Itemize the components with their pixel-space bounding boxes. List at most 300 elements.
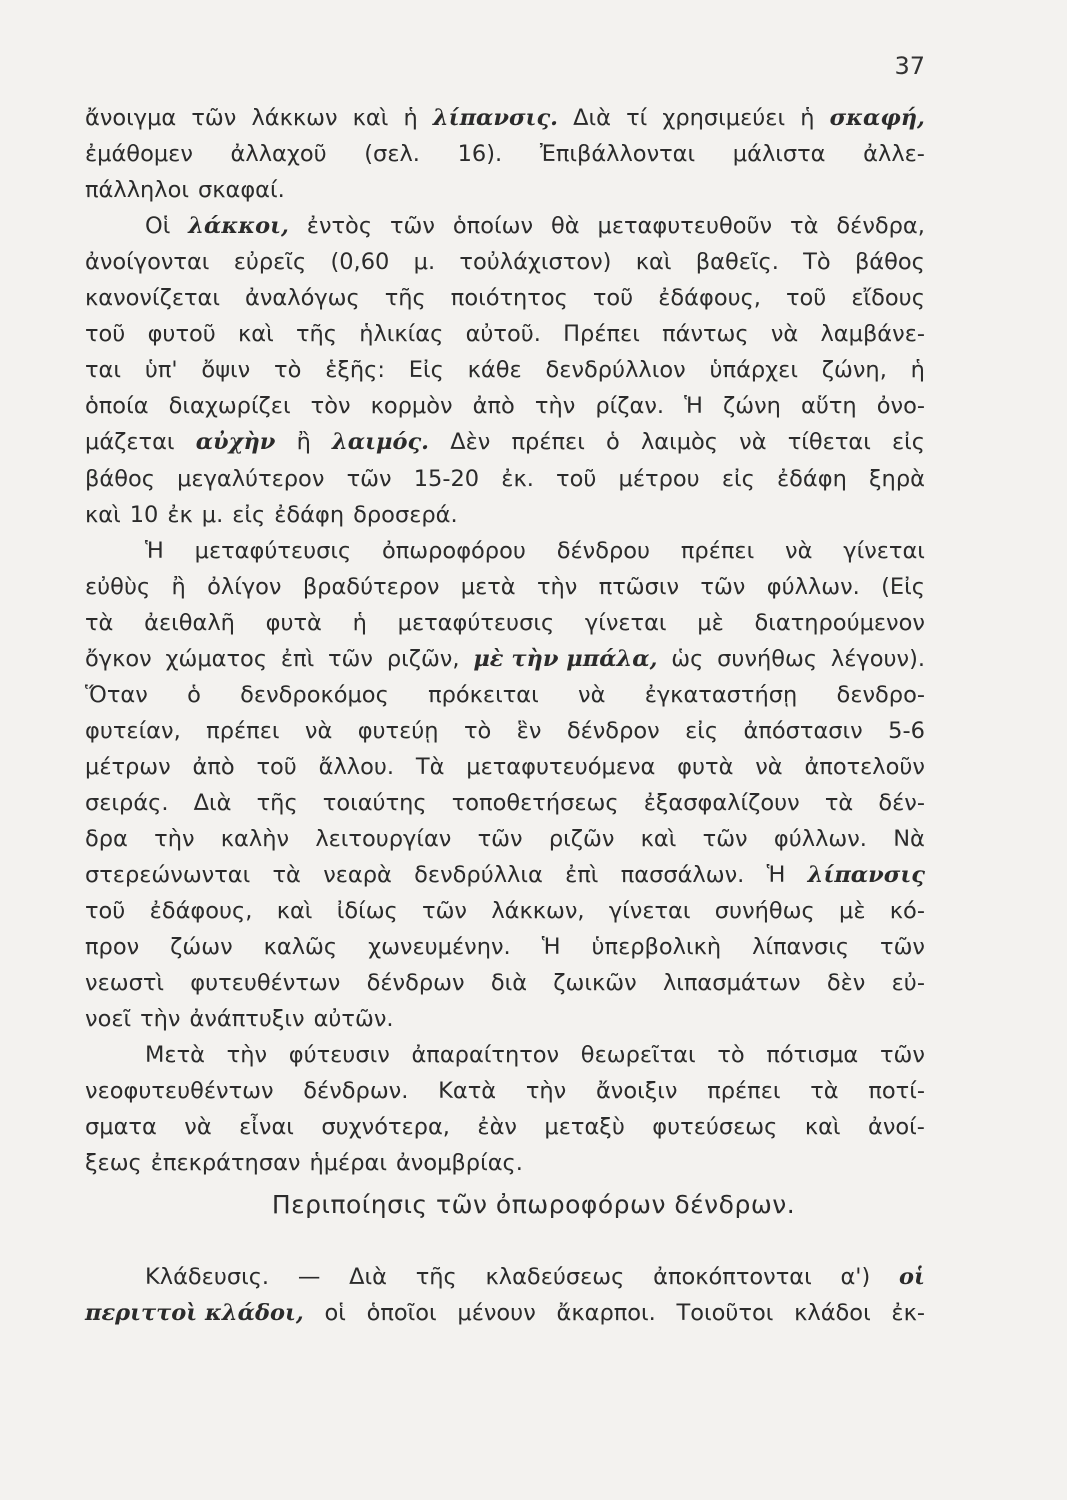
word: ἐδάφη — [274, 501, 345, 528]
word: μετὰ — [460, 573, 516, 600]
word: Μετὰ — [145, 1042, 205, 1069]
emphasized-term: οἱ — [899, 1264, 925, 1290]
word: εὐ- — [891, 970, 925, 997]
word: δρα — [85, 826, 128, 852]
text-line — [85, 785, 925, 821]
text-line — [145, 533, 925, 569]
word: τὴν — [534, 393, 576, 420]
word: ται — [85, 357, 121, 384]
word: μ. — [413, 249, 436, 276]
word: ἄλλου. — [318, 753, 395, 780]
word: ἐξασφαλίζουν — [643, 789, 800, 816]
word: ἢ — [171, 573, 186, 600]
word: μεταξὺ — [544, 1114, 625, 1141]
word: νοεῖ — [85, 1006, 132, 1033]
word: ὄψιν — [201, 357, 251, 384]
word: συνήθως — [717, 645, 818, 672]
word: νὰ — [785, 537, 813, 564]
word: ὁ — [187, 681, 201, 708]
word: ζώνη, — [821, 357, 887, 384]
word: τοῦ — [85, 898, 126, 925]
word: μεταφύτευσις — [397, 609, 555, 636]
word: ἓν — [516, 717, 542, 744]
word: ζωικῶν — [553, 970, 637, 997]
word: πρόκειται — [428, 681, 539, 708]
word: καὶ — [804, 1114, 841, 1141]
word: ἐπεκράτησαν — [150, 1150, 301, 1177]
word: ριζῶν, — [386, 645, 460, 672]
word: ἀπὸ — [192, 753, 235, 780]
word: ὁποία — [85, 393, 149, 420]
word: κάθε — [467, 357, 522, 384]
word: ἄνοιγμα — [85, 105, 177, 131]
text-line — [85, 136, 925, 172]
word: νὰ — [304, 717, 333, 744]
word: δὲν — [826, 970, 866, 997]
word: κανονίζεται — [85, 285, 220, 312]
word: ὄγκον — [85, 645, 152, 672]
word: ἡ — [800, 105, 815, 131]
word: τὰ — [790, 213, 819, 240]
word: νεοφυτευθέντων — [85, 1078, 274, 1105]
word: βάθος — [854, 249, 925, 276]
word: ἀνοί- — [867, 1114, 925, 1141]
word: σματα — [85, 1114, 157, 1141]
word: γίνεται — [843, 537, 925, 564]
word: δενδρύλλια — [414, 862, 543, 889]
word: πρέπει — [680, 537, 755, 564]
text-line — [85, 497, 925, 533]
word: τῶν — [346, 465, 392, 492]
word: ὁποῖοι — [366, 1300, 437, 1327]
word: Οἱ — [145, 213, 171, 240]
word: φυτείαν, — [85, 717, 181, 744]
word: δροσερά. — [353, 501, 458, 528]
word: μέτρων — [85, 753, 171, 780]
word: φυτεύσεως — [652, 1114, 778, 1141]
word: τῶν — [702, 826, 748, 852]
word: διατηρούμενον — [754, 609, 925, 636]
word: ρίζαν. — [595, 393, 665, 420]
text-line — [85, 172, 925, 208]
word: ἀλλε- — [863, 141, 925, 168]
word: ἡ — [352, 609, 367, 636]
word: τί — [626, 105, 648, 131]
word: αὐτῶν. — [313, 1006, 394, 1033]
word: τῆς — [415, 1264, 457, 1290]
word: συχνότερα, — [321, 1114, 450, 1141]
text-line — [85, 244, 925, 280]
word: φύλλων. — [773, 826, 867, 852]
word: λέγουν). — [830, 645, 925, 672]
word: τοιαύτης — [322, 789, 427, 816]
word: τῶν — [328, 645, 373, 672]
word: δέν- — [878, 789, 925, 816]
word: ἡ — [910, 357, 925, 384]
word: λάκκων, — [491, 898, 585, 925]
emphasized-term: λίπανσις. — [432, 105, 558, 131]
word: μεταφύτευσις — [194, 537, 352, 564]
word: τῶν — [879, 1042, 925, 1069]
text-line — [85, 1001, 925, 1037]
word: ἑξῆς: — [325, 357, 385, 384]
word: σκαφαί. — [197, 177, 285, 204]
emphasized-term: λάκκοι, — [188, 213, 289, 240]
word: ἄκαρποι. — [556, 1300, 656, 1327]
word: εἰς — [232, 501, 266, 528]
text-line — [85, 316, 925, 352]
word: φυτοῦ — [147, 321, 216, 348]
word: νεαρὰ — [323, 862, 392, 889]
word: Τὸ — [803, 249, 831, 276]
word: χώματος — [165, 645, 268, 672]
word: πότισμα — [766, 1042, 859, 1069]
word: λαιμὸς — [640, 429, 718, 456]
word: καλῶς — [263, 934, 338, 961]
word: ἀπαραίτητον — [411, 1042, 560, 1069]
word: ἐδάφους, — [149, 898, 253, 925]
word: βάθος — [85, 465, 155, 492]
word: τοῦ — [256, 753, 297, 780]
word: τὴν — [154, 826, 195, 852]
word: βραδύτερον — [302, 573, 440, 600]
word: ὑπ' — [144, 357, 178, 384]
text-line — [145, 208, 925, 244]
word: διὰ — [490, 970, 528, 997]
word: ὑπερβολικὴ — [591, 934, 722, 961]
word: θὰ — [550, 213, 580, 240]
word: Ἡ — [684, 393, 703, 420]
word: βαθεῖς. — [695, 249, 779, 276]
word: εὐρεῖς — [233, 249, 307, 276]
word: Διὰ — [193, 789, 232, 816]
word: εἰς — [685, 717, 719, 744]
word: κλαδεύσεως — [485, 1264, 625, 1290]
word: φυτὰ — [677, 753, 734, 780]
word: ἀειθαλῆ — [144, 609, 235, 636]
word: νεωστὶ — [85, 970, 164, 997]
word: ἐδάφους, — [658, 285, 761, 312]
word: ποιότητος — [450, 285, 568, 312]
word: ζώνη — [723, 393, 781, 420]
text-line — [85, 821, 925, 857]
word: Ἡ — [541, 934, 561, 961]
text-line — [85, 1109, 925, 1145]
word: τὴν — [525, 1078, 567, 1105]
word: καὶ — [238, 321, 274, 348]
word: ὁ — [605, 429, 620, 456]
word: 10 — [129, 501, 159, 528]
text-line — [85, 388, 925, 424]
word: μέτρου — [618, 465, 700, 492]
word: ἐὰν — [477, 1114, 517, 1141]
word: ἐκ- — [891, 1300, 925, 1327]
word: τὰ — [810, 1078, 839, 1105]
word: τὴν — [226, 1042, 268, 1069]
word: Κλάδευσις. — [145, 1264, 270, 1290]
word: τὸν — [310, 393, 351, 420]
word: λιπασμάτων — [662, 970, 801, 997]
word: αὐτοῦ. — [465, 321, 541, 348]
text-line — [85, 424, 925, 460]
emphasized-term: μὲ τὴν μπάλα, — [473, 645, 658, 672]
word: Ὅταν — [85, 681, 148, 708]
word: τοῦ — [556, 465, 597, 492]
word: εὐθὺς — [85, 573, 151, 600]
word: — — [297, 1264, 321, 1290]
word: πασσάλων. — [620, 862, 745, 889]
text-line — [85, 929, 925, 965]
word: σειράς. — [85, 789, 169, 816]
word: ἀνομβρίας. — [395, 1150, 523, 1177]
word: δενδρύλλιον — [545, 357, 686, 384]
emphasized-term: αὐχὴν — [195, 429, 276, 456]
word: α') — [840, 1264, 871, 1290]
word: ἀνάπτυξιν — [189, 1006, 305, 1033]
text-line — [85, 569, 925, 605]
word: τοὐλάχιστον) — [459, 249, 612, 276]
text-line — [85, 100, 925, 136]
word: καλὴν — [220, 826, 290, 852]
word: ἐκ. — [501, 465, 534, 492]
word: ἐκ — [167, 501, 193, 528]
word: μένουν — [457, 1300, 536, 1327]
word: τῶν — [191, 105, 237, 131]
word: ὀλίγον — [207, 573, 282, 600]
word: Εἰς — [408, 357, 444, 384]
word: μεταφυτευόμενα — [466, 753, 656, 780]
word: ὀπωροφόρου — [382, 537, 526, 564]
word: τοποθετήσεως — [451, 789, 619, 816]
word: ἄνοιξιν — [595, 1078, 678, 1105]
word: νὰ — [184, 1114, 212, 1141]
word: φυτεύῃ — [357, 717, 439, 744]
page-number: 37 — [894, 52, 925, 80]
text-line — [85, 893, 925, 929]
word: τοῦ — [85, 321, 126, 348]
word: ποτί- — [868, 1078, 925, 1105]
word: Κατὰ — [438, 1078, 497, 1105]
word: τὸ — [274, 357, 302, 384]
emphasized-term: λαιμός. — [332, 429, 430, 456]
word: δενδρο- — [836, 681, 925, 708]
word: μ. — [201, 501, 224, 528]
word: κλάδοι — [794, 1300, 871, 1327]
text-line — [85, 461, 925, 497]
word: νὰ — [578, 681, 606, 708]
word: ξηρὰ — [869, 465, 925, 492]
text-line — [85, 641, 925, 677]
word: μεγαλύτερον — [177, 465, 325, 492]
word: διαχωρίζει — [168, 393, 291, 420]
word: 16). — [457, 141, 503, 168]
word: εἶναι — [239, 1114, 294, 1141]
word: φύτευσιν — [288, 1042, 390, 1069]
word: πάντως — [662, 321, 749, 348]
word: πρέπει — [707, 1078, 781, 1105]
word: λάκκων — [251, 105, 338, 131]
word: πάλληλοι — [85, 177, 189, 204]
word: Διὰ — [573, 105, 611, 131]
word: λίπανσις — [752, 934, 850, 961]
word: ριζῶν — [548, 826, 615, 852]
word: συνήθως — [714, 898, 815, 925]
text-line — [85, 280, 925, 316]
word: κό- — [889, 898, 925, 925]
word: θεωρεῖται — [580, 1042, 696, 1069]
word: ἐδάφη — [776, 465, 847, 492]
word: δενδροκόμος — [240, 681, 389, 708]
word: λαμβάνε- — [820, 321, 925, 348]
word: 15-20 — [413, 465, 480, 492]
word: Τοιοῦτοι — [676, 1300, 774, 1327]
word: εἰς — [892, 429, 925, 456]
word: τίθεται — [787, 429, 871, 456]
word: αὕτη — [801, 393, 857, 420]
word: τῆς — [295, 321, 337, 348]
word: προν — [85, 934, 140, 961]
word: τὰ — [824, 789, 854, 816]
word: ἡμέραι — [309, 1150, 387, 1177]
word: νὰ — [755, 753, 783, 780]
word: χρησιμεύει — [662, 105, 786, 131]
word: Πρέπει — [563, 321, 640, 348]
word: ἀπὸ — [472, 393, 515, 420]
word: καὶ — [276, 898, 313, 925]
word: ἡ — [403, 105, 418, 131]
text-line — [85, 1145, 925, 1181]
text-line — [85, 965, 925, 1001]
word: δένδρου — [556, 537, 651, 564]
text-line — [145, 1259, 925, 1295]
word: οἱ — [324, 1300, 346, 1327]
text-line — [85, 713, 925, 749]
word: εἴδους — [851, 285, 925, 312]
word: πρέπει — [206, 717, 280, 744]
word: γίνεται — [608, 898, 691, 925]
word: τῶν — [389, 213, 435, 240]
word: Ἡ — [145, 537, 164, 564]
word: δένδρων — [366, 970, 465, 997]
word: τῶν — [700, 573, 746, 600]
word: ἀνοίγονται — [85, 249, 210, 276]
word: μεταφυτευθοῦν — [597, 213, 773, 240]
word: ἐπὶ — [565, 862, 599, 889]
word: ὡς — [671, 645, 704, 672]
emphasized-term: περιττοὶ κλάδοι, — [85, 1300, 304, 1327]
word: πρέπει — [511, 429, 585, 456]
word: 5-6 — [888, 717, 925, 744]
text-line — [85, 1295, 925, 1331]
word: τῆς — [384, 285, 426, 312]
word: καὶ — [640, 826, 677, 852]
word: τὰ — [85, 609, 114, 636]
emphasized-term: λίπανσις — [807, 862, 925, 889]
word: (σελ. — [364, 141, 420, 168]
word: καὶ — [352, 105, 389, 131]
word: ἐμάθομεν — [85, 141, 193, 168]
word: ἐπὶ — [280, 645, 315, 672]
word: τὴν — [140, 1006, 181, 1033]
word: φυτὰ — [265, 609, 322, 636]
word: τοῦ — [592, 285, 634, 312]
word: τὸ — [717, 1042, 745, 1069]
word: στερεώνωνται — [85, 862, 251, 889]
text-line — [85, 857, 925, 893]
word: κορμὸν — [370, 393, 453, 420]
text-line — [85, 605, 925, 641]
text-line — [85, 749, 925, 785]
word: γίνεται — [584, 609, 667, 636]
text-line — [85, 677, 925, 713]
word: τοῦ — [786, 285, 827, 312]
section-heading: Περιποίησις τῶν ὀπωροφόρων δένδρων. — [271, 1190, 796, 1219]
word: τῶν — [880, 934, 925, 961]
word: ἀποτελοῦν — [804, 753, 925, 780]
word: τῶν — [477, 826, 523, 852]
word: τῆς — [256, 789, 298, 816]
word: ὀνο- — [876, 393, 925, 420]
word: χωνευμένην. — [368, 934, 511, 961]
word: τῶν — [422, 898, 468, 925]
word: ἀποκόπτονται — [653, 1264, 812, 1290]
word: φύλλων. — [766, 573, 860, 600]
word: εἰς — [721, 465, 755, 492]
word: νὰ — [770, 321, 799, 348]
word: ἀπόστασιν — [743, 717, 863, 744]
word: ὁποίων — [452, 213, 534, 240]
word: Ἐπιβάλλονται — [539, 141, 696, 168]
word: καὶ — [85, 501, 121, 528]
word: δένδρα, — [836, 213, 925, 240]
word: Τὰ — [415, 753, 445, 780]
word: μάζεται — [85, 429, 175, 456]
word: νὰ — [739, 429, 767, 456]
word: λειτουργίαν — [315, 826, 452, 852]
emphasized-term: σκαφή, — [829, 105, 925, 131]
word: τὰ — [272, 862, 301, 889]
word: Ἡ — [766, 862, 786, 889]
word: μὲ — [697, 609, 724, 636]
word: Διὰ — [349, 1264, 387, 1290]
word: δένδρον — [566, 717, 660, 744]
word: ἀλλαχοῦ — [230, 141, 327, 168]
word: (Εἰς — [881, 573, 925, 600]
word: ἡλικίας — [359, 321, 444, 348]
word: ξεως — [85, 1150, 142, 1177]
word: καὶ — [635, 249, 672, 276]
word: ἐγκαταστήσῃ — [644, 681, 798, 708]
word: φυτευθέντων — [190, 970, 341, 997]
word: Δὲν — [450, 429, 491, 456]
word: τὸ — [463, 717, 492, 744]
word: πτῶσιν — [598, 573, 680, 600]
word: μὲ — [839, 898, 866, 925]
text-line — [85, 1073, 925, 1109]
word: Νὰ — [893, 826, 925, 852]
word: δένδρων. — [303, 1078, 409, 1105]
word: ἀναλόγως — [245, 285, 360, 312]
text-line — [145, 1037, 925, 1073]
word: ἐντὸς — [306, 213, 373, 240]
word: τὴν — [536, 573, 578, 600]
word: ἰδίως — [336, 898, 398, 925]
word: ὑπάρχει — [709, 357, 798, 384]
word: ζώων — [170, 934, 233, 961]
word: (0,60 — [330, 249, 390, 276]
word: μάλιστα — [732, 141, 826, 168]
word: ἢ — [296, 429, 311, 456]
